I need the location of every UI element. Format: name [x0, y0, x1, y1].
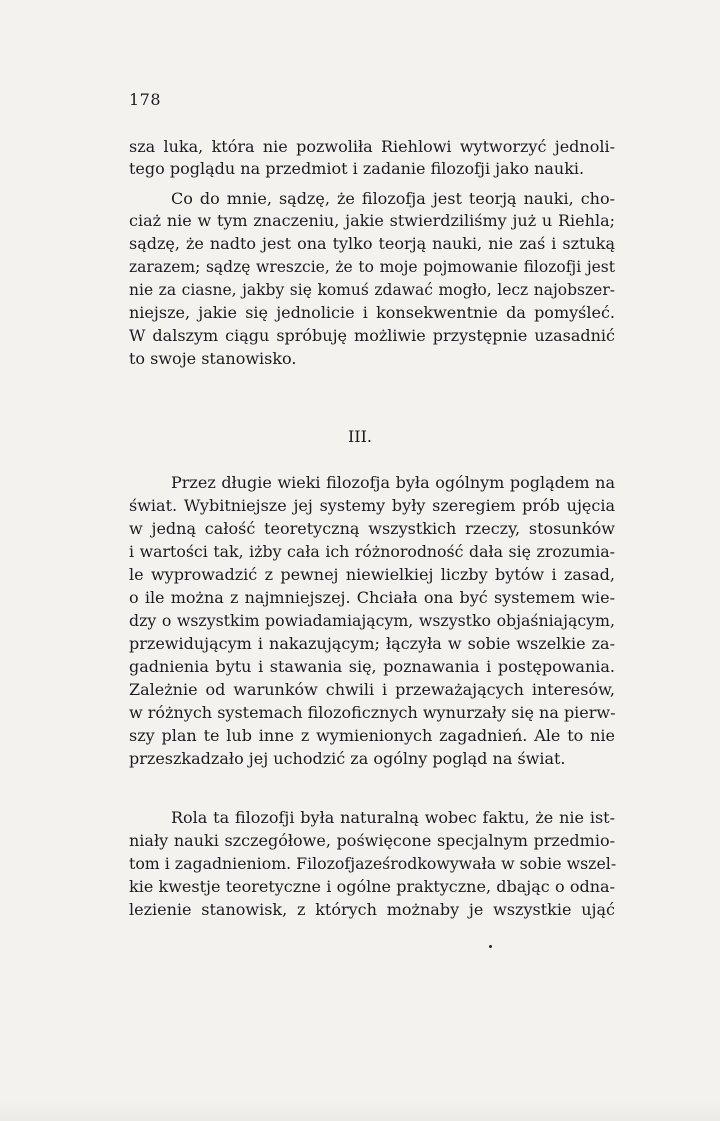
text-line: o ile można z najmniejszej. Chciała ona być systemem wie- — [129, 588, 615, 607]
text-line: le wyprowadzić z pewnej niewielkiej liczby bytów i zasad, — [129, 565, 615, 584]
text-line: sza luka, która nie pozwoliła Riehlowi wytworzyć jednoli- — [129, 137, 615, 156]
text-line: kie kwestje teoretyczne i ogólne praktyczne, dbając o odna- — [129, 877, 615, 896]
text-line: w różnych systemach filozoficznych wynurzały się na pierw- — [129, 703, 616, 722]
text-line: Zależnie od warunków chwili i przeważających interesów, — [129, 680, 615, 699]
page-edge-shadow — [0, 1100, 720, 1121]
section-heading: III. — [347, 427, 373, 446]
print-speck — [489, 945, 492, 948]
text-line: sądzę, że nadto jest ona tylko teorją nauki, nie zaś i sztuką — [129, 234, 615, 253]
text-line: przeszkadzało jej uchodzić za ogólny pogląd na świat. — [129, 749, 566, 768]
text-line: Rola ta filozofji była naturalną wobec faktu, że nie ist- — [171, 808, 615, 827]
text-line: niały nauki szczegółowe, poświęcone specjalnym przedmio- — [129, 831, 615, 850]
text-line: niejsze, jakie się jednolicie i konsekwentnie da pomyśleć. — [129, 303, 615, 322]
text-line: Co do mnie, sądzę, że filozofja jest teorją nauki, cho- — [171, 189, 615, 208]
page-number: 178 — [129, 90, 162, 109]
text-line: to swoje stanowisko. — [129, 349, 297, 368]
text-line: lezienie stanowisk, z których możnaby je wszystkie ująć — [129, 900, 615, 919]
text-line: dzy o wszystkim powiadamiającym, wszystko objaśniającym, — [129, 611, 615, 630]
text-line: tom i zagadnieniom. Filozofjaześrodkowywała w sobie wszel- — [129, 854, 617, 873]
text-line: przewidującym i nakazującym; łączyła w sobie wszelkie za- — [129, 634, 615, 653]
text-line: ciaż nie w tym znaczeniu, jakie stwierdziliśmy już u Riehla; — [129, 211, 615, 230]
text-line: Przez długie wieki filozofja była ogólnym poglądem na — [171, 473, 615, 492]
text-line: szy plan te lub inne z wymienionych zagadnień. Ale to nie — [129, 726, 615, 745]
text-line: nie za ciasne, jakby się komuś zdawać mogło, lecz najobszer- — [129, 281, 615, 299]
text-line: tego poglądu na przedmiot i zadanie filozofji jako nauki. — [129, 159, 585, 178]
text-line: W dalszym ciągu spróbuję możliwie przystępnie uzasadnić — [129, 326, 615, 345]
text-line: gadnienia bytu i stawania się, poznawania i postępowania. — [129, 657, 615, 676]
text-line: w jedną całość teoretyczną wszystkich rzeczy, stosunków — [129, 519, 615, 538]
text-line: świat. Wybitniejsze jej systemy były szeregiem prób ujęcia — [129, 496, 615, 515]
text-line: zarazem; sądzę wreszcie, że to moje pojmowanie filozofji jest — [129, 258, 615, 276]
text-line: i wartości tak, iżby cała ich różnorodność dała się zrozumia- — [129, 542, 615, 561]
